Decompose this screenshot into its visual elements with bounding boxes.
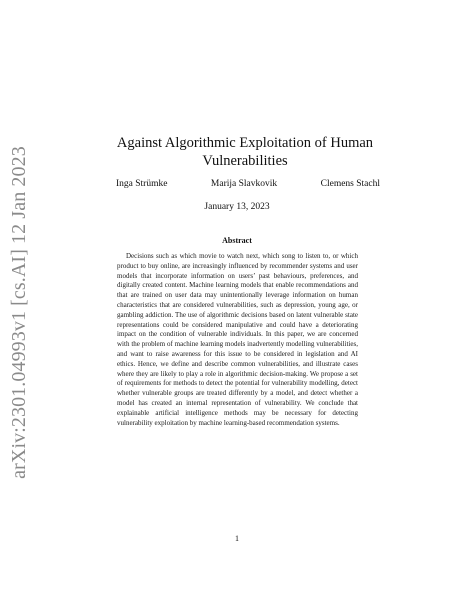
abstract-heading: Abstract — [222, 236, 252, 245]
author-name: Inga Strümke — [116, 179, 168, 189]
author-list — [116, 179, 380, 189]
paper-title: Against Algorithmic Exploitation of Human Vulnerabilities — [116, 135, 374, 169]
arxiv-identifier: arXiv:2301.04993v1 [cs.AI] 12 Jan 2023 — [7, 145, 30, 479]
author-name: Marija Slavkovik — [210, 179, 278, 189]
publication-date: January 13, 2023 — [204, 202, 270, 212]
arxiv-identifier-margin — [2, 62, 36, 562]
abstract-text: Decisions such as which movie to watch next, which song to listen to, or which product to buy online, are increasingly influenced by recommender systems and user models that incorporate information on users’ past behaviours, preferences, and digitally created content. Machine learning models that enable recommendations and that are trained on user data may unintentionally leverage information on human characteristics that are considered vulnerabilities, such as depression, young age, or gambling addiction. The use of algorithmic decisions based on latent vulnerable state representations could be considered manipulative and could have a deteriorating impact on the condition of vulnerable individuals. In this paper, we are concerned with the problem of machine learning models inadvertently modelling vulnerabilities, and want to raise awareness for this issue to be considered in legislation and AI ethics. Hence, we define and describe common vulnerabilities, and illustrate cases where they are likely to play a role in algorithmic decision-making. We propose a set of requirements for methods to detect the potential for vulnerability modelling, detect whether vulnerable groups are treated differently by a model, and detect whether a model has created an internal representation of vulnerability. We conclude that explainable artificial intelligence methods may be necessary for detecting vulnerability exploitation by machine learning-based recommendation systems. — [117, 252, 358, 427]
page-number: 1 — [235, 534, 239, 543]
author-name: Clemens Stachl — [320, 179, 380, 189]
